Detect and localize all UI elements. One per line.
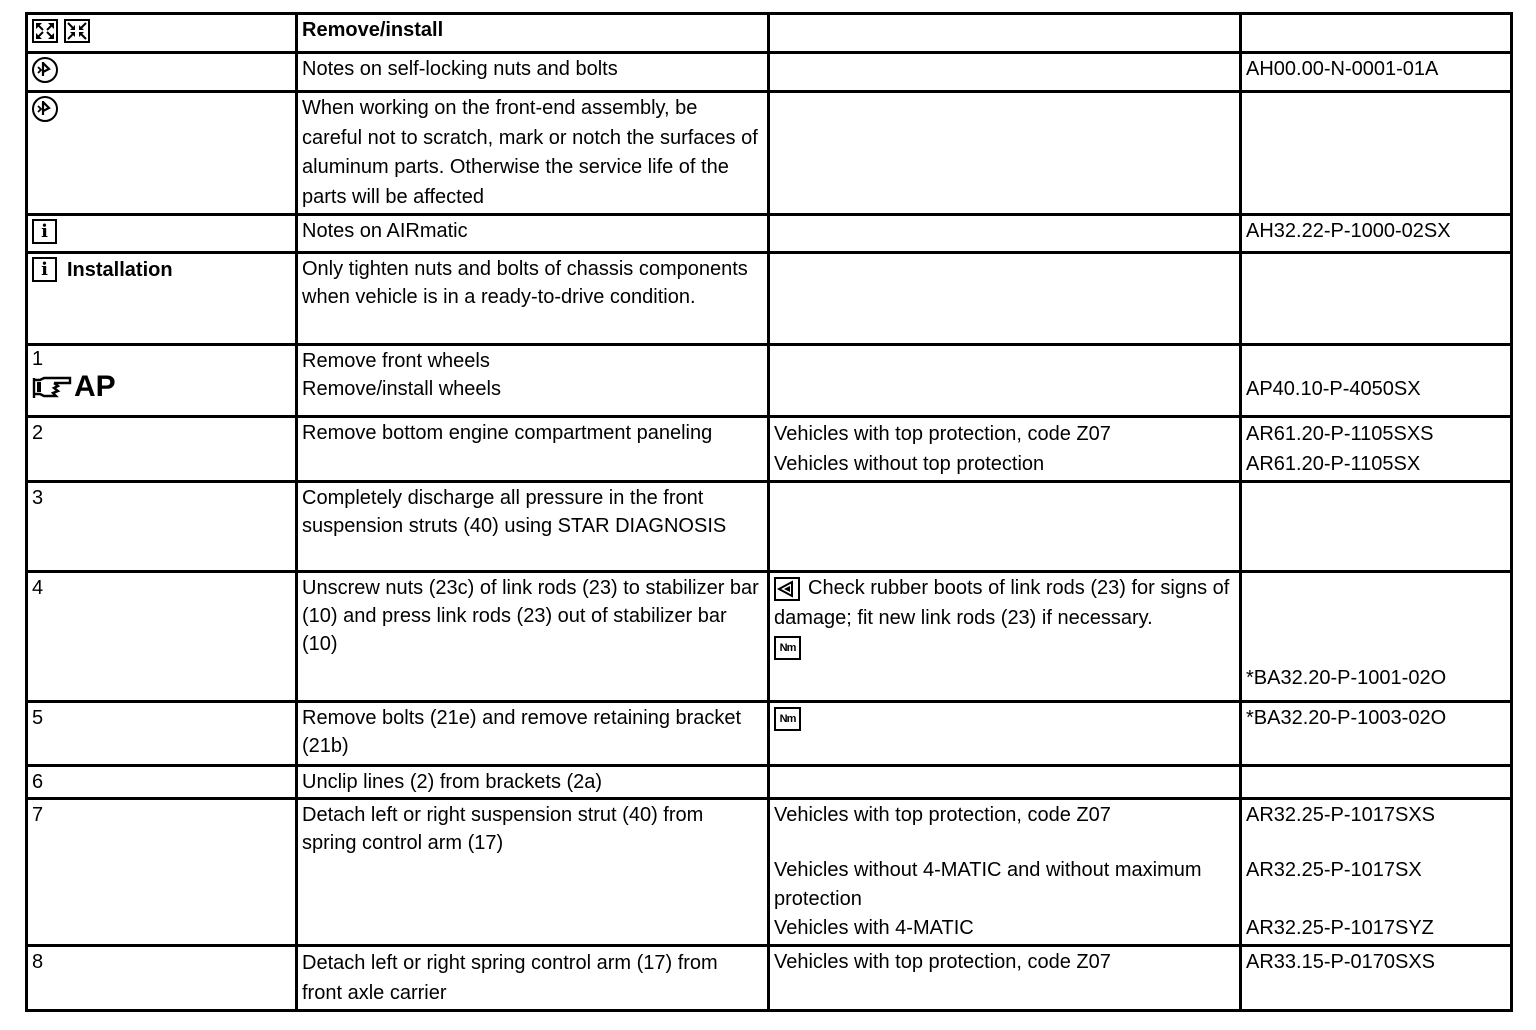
header-empty-cell [769,14,1241,53]
header-icons-cell [27,14,297,53]
step-number: 1 [32,348,44,370]
ap-text: AP [74,370,116,403]
text-line: Remove front wheels [302,350,490,372]
header-title: Remove/install [297,14,769,53]
table-row [27,946,1512,1011]
reference-cell [1241,482,1512,572]
text-cell: Detach left or right suspension strut (40) from spring control arm (17) [297,799,769,946]
reference-link[interactable]: AH32.22-P-1000-02SX [1246,220,1451,242]
text-cell [297,417,769,482]
reference-link[interactable]: AH00.00-N-0001-01A [1246,58,1439,80]
text-cell: When working on the front-end assembly, be careful not to scratch, mark or notch the surfaces of aluminum parts. Otherwise the service life of the parts will be affected [297,92,769,215]
icon-cell [27,215,297,253]
reference-cell [1241,572,1512,702]
condition-cell [769,53,1241,92]
text-cell: Only tighten nuts and bolts of chassis components when vehicle is in a ready-to-drive condition. [297,253,769,345]
reference-link[interactable]: AR33.15-P-0170SXS [1246,951,1436,973]
table-row [27,799,1512,946]
condition-cell [769,766,1241,799]
reference-cell [1241,417,1512,482]
table-row [27,345,1512,417]
text-line: Notes on AIRmatic [302,220,468,242]
condition-cell [769,345,1241,417]
step-cell: 5 [27,702,297,766]
reference-link[interactable]: AR32.25-P-1017SX [1246,859,1422,881]
icon-cell [27,253,297,345]
text-line: Unclip lines (2) from brackets (2a) [302,771,603,793]
reference-link[interactable]: *BA32.20-P-1003-02O [1246,707,1447,729]
reference-cell [1241,253,1512,345]
table-row [27,417,1512,482]
table-row [27,766,1512,799]
ap-reference[interactable] [32,371,290,403]
reference-link[interactable]: *BA32.20-P-1001-02O [1246,667,1447,689]
condition-line: Vehicles without top protection [774,453,1045,475]
table-row [27,702,1512,766]
header-row [27,14,1512,53]
reference-cell [1241,766,1512,799]
text-cell: Completely discharge all pressure in the front suspension struts (40) using STAR DIAGNOSIS [297,482,769,572]
reference-cell [1241,215,1512,253]
condition-line: Vehicles with top protection, code Z07 [774,423,1111,445]
condition-text: Check rubber boots of link rods (23) for signs of damage; fit new link rods (23) if necessary. [774,577,1230,629]
condition-cell [769,946,1241,1011]
icon-cell [27,92,297,215]
text-line: Remove/install wheels [302,378,501,400]
reference-link[interactable]: AP40.10-P-4050SX [1246,378,1421,400]
reference-link[interactable]: AR61.20-P-1105SXS [1246,423,1434,445]
reference-link[interactable]: AR32.25-P-1017SYZ [1246,917,1434,939]
icon-cell [27,53,297,92]
reference-cell [1241,345,1512,417]
collapse-all-icon[interactable] [64,19,90,43]
condition-line: Vehicles with top protection, code Z07 [774,804,1111,826]
torque-nm-icon[interactable]: Nm [774,707,801,731]
note-icon [774,577,800,601]
condition-line: Vehicles with 4-MATIC [774,917,974,939]
reference-cell [1241,92,1512,215]
condition-cell [769,799,1241,946]
installation-label: Installation [67,258,173,281]
condition-cell [769,253,1241,345]
info-icon: i [32,219,57,244]
pointing-hand-icon [32,374,72,400]
reference-cell [1241,702,1512,766]
reference-cell [1241,946,1512,1011]
table-row [27,482,1512,572]
warning-icon [32,57,58,83]
text-cell: Remove bolts (21e) and remove retaining bracket (21b) [297,702,769,766]
table-row [27,92,1512,215]
step-cell: 8 [27,946,297,1011]
procedure-table [25,12,1513,1012]
text-cell: Unscrew nuts (23c) of link rods (23) to stabilizer bar (10) and press link rods (23) out of stabilizer bar (10) [297,572,769,702]
reference-link[interactable]: AR32.25-P-1017SXS [1246,804,1436,826]
step-cell: 2 [27,417,297,482]
condition-cell [769,417,1241,482]
step-cell: 7 [27,799,297,946]
text-line: Notes on self-locking nuts and bolts [302,58,618,80]
reference-link[interactable]: AR61.20-P-1105SX [1246,453,1421,475]
warning-icon [32,96,58,122]
step-cell [27,345,297,417]
text-cell [297,215,769,253]
text-cell [297,766,769,799]
text-cell: Detach left or right spring control arm (17) from front axle carrier [297,946,769,1011]
text-cell [297,53,769,92]
condition-cell [769,702,1241,766]
condition-cell [769,482,1241,572]
expand-all-icon[interactable] [32,19,58,43]
table-row [27,215,1512,253]
condition-line: Vehicles with top protection, code Z07 [774,951,1111,973]
condition-line: Vehicles without 4-MATIC and without maximum protection [774,859,1202,910]
step-cell: 3 [27,482,297,572]
table-row [27,53,1512,92]
reference-cell [1241,799,1512,946]
header-empty-cell [1241,14,1512,53]
torque-nm-icon[interactable]: Nm [774,636,801,660]
reference-cell [1241,53,1512,92]
condition-cell [769,572,1241,702]
step-cell: 4 [27,572,297,702]
text-cell [297,345,769,417]
table-row [27,572,1512,702]
step-cell: 6 [27,766,297,799]
info-icon: i [32,257,57,282]
text-line: Remove bottom engine compartment paneling [302,422,713,444]
table-row [27,253,1512,345]
condition-cell [769,92,1241,215]
condition-cell [769,215,1241,253]
